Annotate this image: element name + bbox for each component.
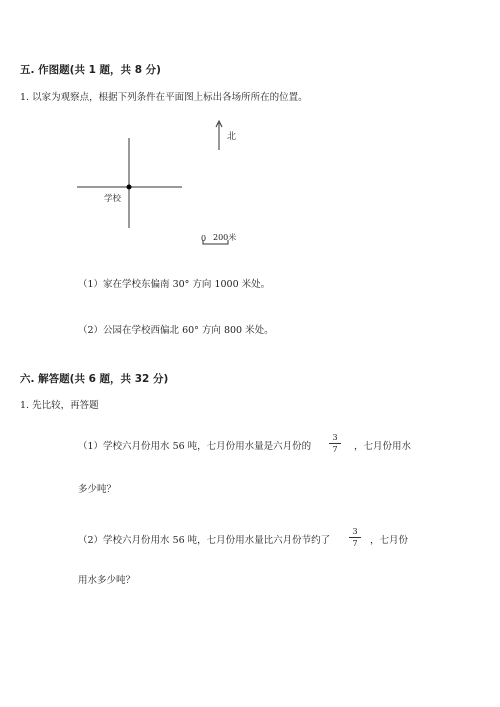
school-point [127, 185, 132, 190]
section5-question1: 1. 以家为观察点，根据下列条件在平面图上标出各场所所在的位置。 [20, 92, 308, 103]
problem1-text-part1: （1）学校六月份用水 56 吨，七月份用水量是六月份的 [78, 441, 312, 452]
problem2-text-part1: （2）学校六月份用水 56 吨，七月份用水量比六月份节约了 [78, 535, 331, 546]
fraction-bar [349, 537, 361, 538]
scale-label: 200米 [213, 233, 237, 242]
coordinate-diagram [0, 0, 500, 260]
section5-title: 五. 作图题(共 1 题，共 8 分) [20, 64, 161, 76]
problem1-text-line2: 多少吨？ [78, 484, 117, 495]
section6-title: 六. 解答题(共 6 题，共 32 分) [20, 373, 169, 385]
fraction-denominator: 7 [332, 445, 338, 454]
problem2-fraction [349, 527, 361, 548]
fraction-numerator: 3 [352, 527, 358, 536]
school-label: 学校 [104, 194, 122, 204]
problem1-fraction [329, 433, 341, 454]
fraction-numerator: 3 [332, 433, 338, 442]
section5-item1: （1）家在学校东偏南 30° 方向 1000 米处。 [78, 279, 271, 290]
problem2-text-line2: 用水多少吨？ [78, 575, 136, 586]
north-label: 北 [227, 132, 237, 142]
section5-item2: （2）公园在学校西偏北 60° 方向 800 米处。 [78, 325, 274, 336]
scale-zero: 0 [201, 234, 207, 243]
problem1-text-part2: ，七月份用水 [354, 441, 412, 452]
fraction-denominator: 7 [352, 539, 358, 548]
section6-question1: 1. 先比较，再答题 [20, 400, 99, 411]
problem2-text-part2: ，七月份 [370, 535, 409, 546]
fraction-bar [329, 443, 341, 444]
